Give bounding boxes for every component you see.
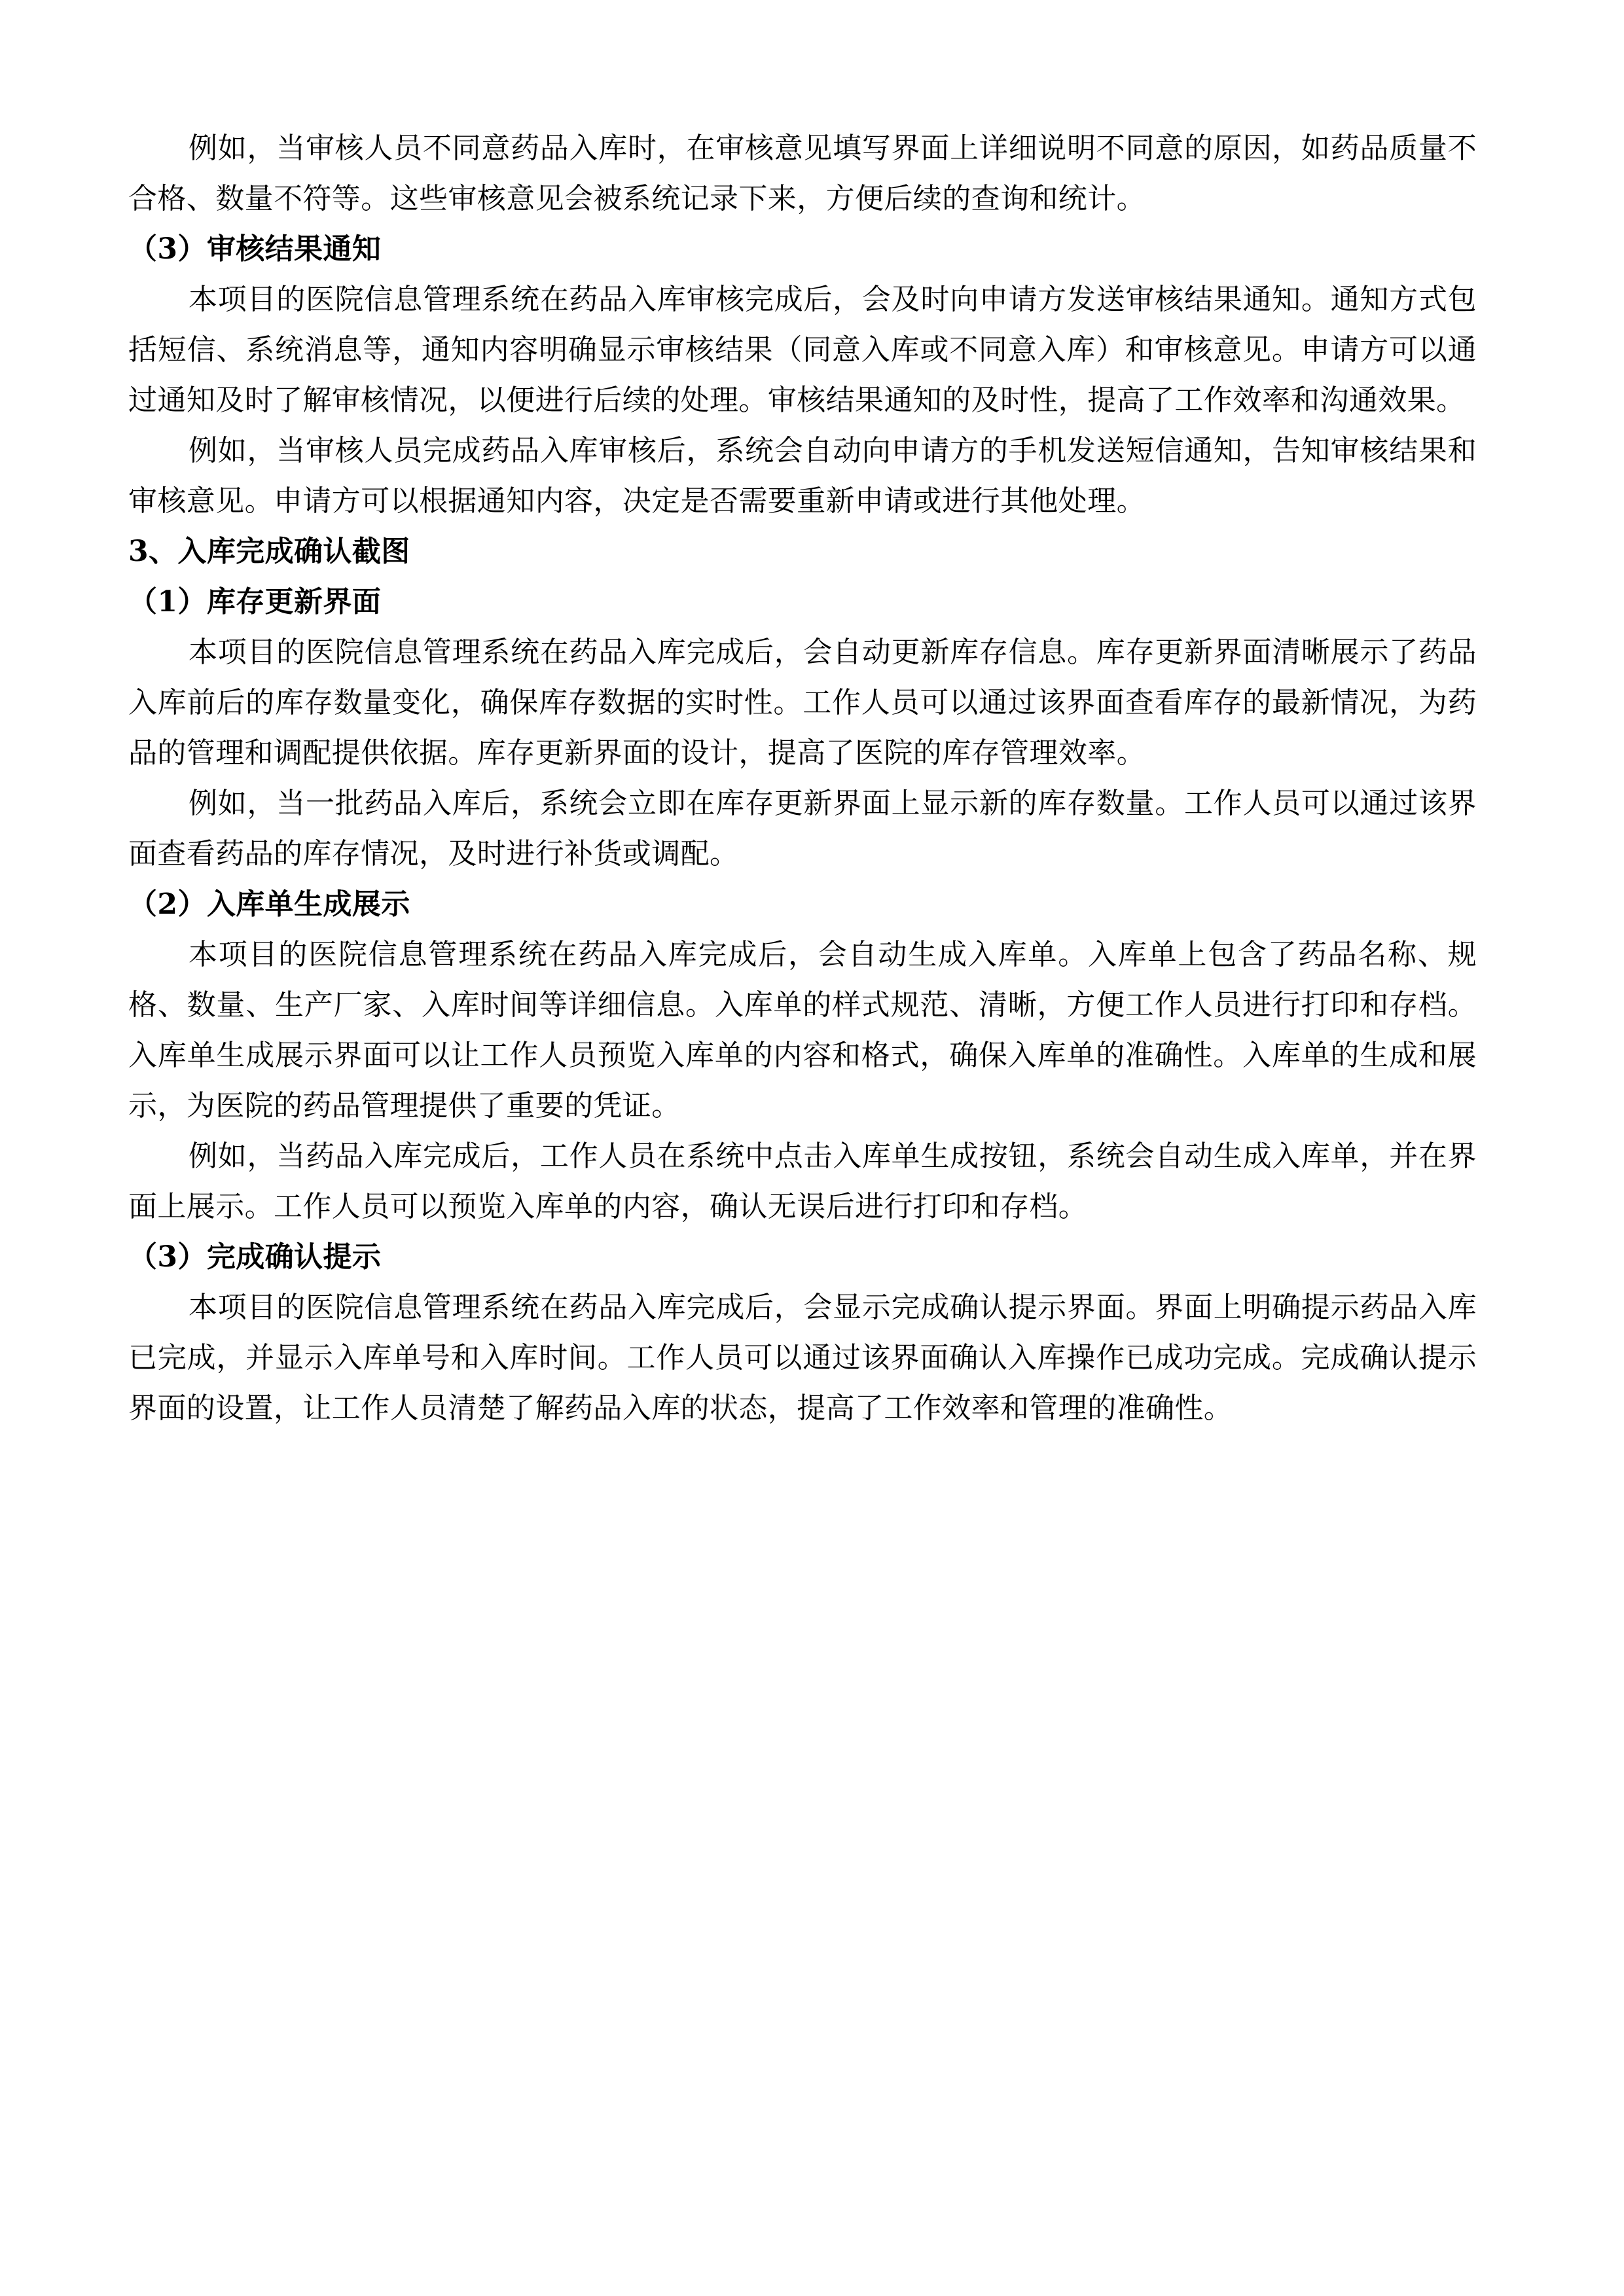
heading-section-3-inbound-confirmation: 3、入库完成确认截图 [128,535,410,568]
paragraph-notification-description: 本项目的医院信息管理系统在药品入库审核完成后，会及时向申请方发送审核结果通知。通知方式包括短信、系统消息等，通知内容明确显示审核结果（同意入库或不同意入库）和审核意见。申请方可以通过通知及时了解审核情况，以便进行后续的处理。审核结果通知的及时性，提高了工作效率和沟通效果。 [128,283,1477,417]
paragraph-inbound-order-description: 本项目的医院信息管理系统在药品入库完成后，会自动生成入库单。入库单上包含了药品名称、规格、数量、生产厂家、入库时间等详细信息。入库单的样式规范、清晰，方便工作人员进行打印和存档。入库单生成展示界面可以让工作人员预览入库单的内容和格式，确保入库单的准确性。入库单的生成和展示，为医院的药品管理提供了重要的凭证。 [128,938,1477,1122]
paragraph-inventory-update-description: 本项目的医院信息管理系统在药品入库完成后，会自动更新库存信息。库存更新界面清晰展示了药品入库前后的库存数量变化，确保库存数据的实时性。工作人员可以通过该界面查看库存的最新情况，为药品的管理和调配提供依据。库存更新界面的设计，提高了医院的库存管理效率。 [128,636,1477,770]
heading-audit-result-notification: （3）审核结果通知 [128,232,382,266]
paragraph-example-inbound-order: 例如，当药品入库完成后，工作人员在系统中点击入库单生成按钮，系统会自动生成入库单，并在界面上展示。工作人员可以预览入库单的内容，确认无误后进行打印和存档。 [128,1139,1477,1223]
heading-completion-confirmation-prompt: （3）完成确认提示 [128,1240,382,1274]
paragraph-example-reject-reason: 例如，当审核人员不同意药品入库时，在审核意见填写界面上详细说明不同意的原因，如药品质量不合格、数量不符等。这些审核意见会被系统记录下来，方便后续的查询和统计。 [128,132,1477,215]
paragraph-example-inventory-update: 例如，当一批药品入库后，系统会立即在库存更新界面上显示新的库存数量。工作人员可以通过该界面查看药品的库存情况，及时进行补货或调配。 [128,787,1477,870]
paragraph-example-sms-notification: 例如，当审核人员完成药品入库审核后，系统会自动向申请方的手机发送短信通知，告知审核结果和审核意见。申请方可以根据通知内容，决定是否需要重新申请或进行其他处理。 [128,434,1477,518]
heading-inbound-order-generation: （2）入库单生成展示 [128,888,410,921]
paragraph-completion-prompt-description: 本项目的医院信息管理系统在药品入库完成后，会显示完成确认提示界面。界面上明确提示药品入库已完成，并显示入库单号和入库时间。工作人员可以通过该界面确认入库操作已成功完成。完成确认提示界面的设置，让工作人员清楚了解药品入库的状态，提高了工作效率和管理的准确性。 [128,1291,1477,1425]
heading-inventory-update-interface: （1）库存更新界面 [128,585,382,619]
document-body [128,123,1477,1433]
